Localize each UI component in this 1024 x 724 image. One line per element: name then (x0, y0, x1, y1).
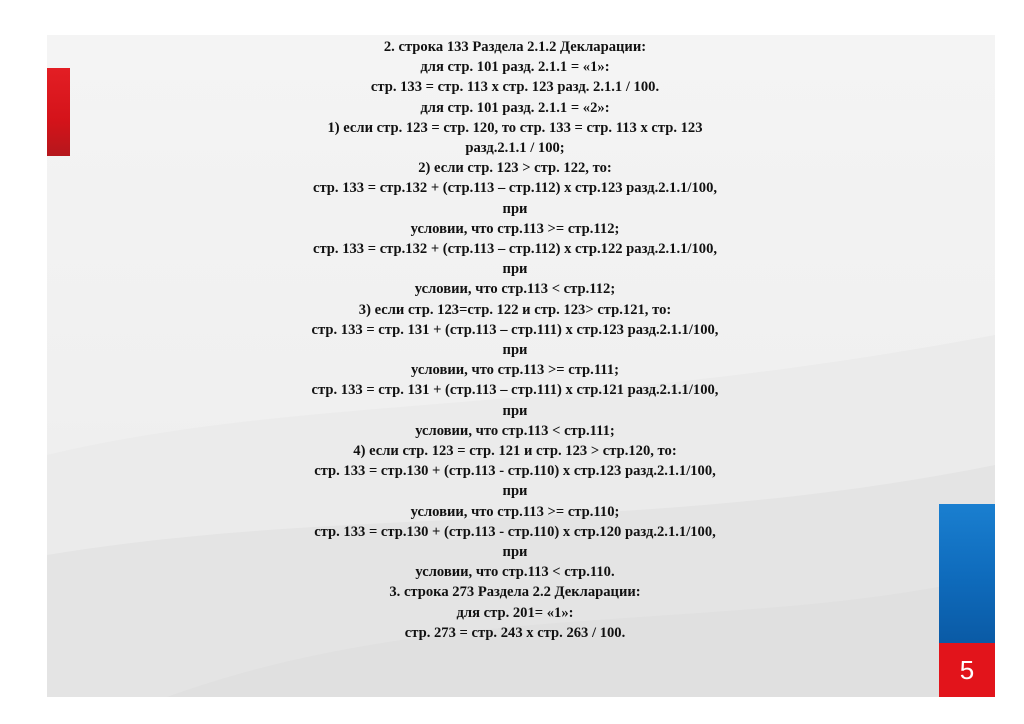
slide-text (170, 37, 860, 643)
text-line: условии, что стр.113 < стр.111; (415, 422, 615, 439)
text-line: 3) если стр. 123=стр. 122 и стр. 123> стр.121, то: (358, 301, 672, 318)
text-line: условии, что стр.113 >= стр.111; (411, 362, 619, 379)
text-line: стр. 133 = стр.132 + (стр.113 – стр.112) х стр.122 разд.2.1.1/100, (312, 241, 718, 258)
page-number: 5 (939, 643, 995, 697)
text-line: стр. 273 = стр. 243 х стр. 263 / 100. (404, 624, 626, 641)
text-line: для стр. 101 разд. 2.1.1 = «2»: (420, 99, 610, 116)
text-line: условии, что стр.113 < стр.112; (414, 281, 616, 298)
text-line: условии, что стр.113 >= стр.112; (410, 220, 620, 237)
text-line: 2) если стр. 123 > стр. 122, то: (418, 160, 612, 177)
text-line: для стр. 101 разд. 2.1.1 = «1»: (420, 59, 610, 76)
text-line: при (502, 261, 528, 278)
text-line: стр. 133 = стр.130 + (стр.113 - стр.110) х стр.123 разд.2.1.1/100, (314, 463, 716, 480)
text-line: 3. строка 273 Раздела 2.2 Декларации: (389, 584, 641, 601)
text-line: при (502, 342, 528, 359)
text-line: для стр. 201= «1»: (456, 604, 574, 621)
text-line: при (502, 402, 528, 419)
text-line: стр. 133 = стр.132 + (стр.113 – стр.112) х стр.123 разд.2.1.1/100, (312, 180, 718, 197)
text-line: при (502, 483, 528, 500)
text-line: условии, что стр.113 >= стр.110; (410, 503, 620, 520)
text-line: стр. 133 = стр. 131 + (стр.113 – стр.111) х стр.121 разд.2.1.1/100, (311, 382, 719, 399)
text-line: 1) если стр. 123 = стр. 120, то стр. 133 = стр. 113 х стр. 123 (327, 119, 703, 136)
text-line: 4) если стр. 123 = стр. 121 и стр. 123 > стр.120, то: (353, 443, 677, 460)
text-line: 2. строка 133 Раздела 2.1.2 Декларации: (383, 39, 647, 55)
text-line: стр. 133 = стр.130 + (стр.113 - стр.110) х стр.120 разд.2.1.1/100, (314, 523, 716, 540)
text-line: при (502, 544, 528, 561)
red-accent-tab (47, 68, 70, 156)
text-line: стр. 133 = стр. 113 х стр. 123 разд. 2.1.1 / 100. (370, 79, 660, 96)
blue-accent-bar (939, 504, 995, 644)
text-line: при (502, 200, 528, 217)
text-line: условии, что стр.113 < стр.110. (415, 564, 615, 581)
text-line: стр. 133 = стр. 131 + (стр.113 – стр.111) х стр.123 разд.2.1.1/100, (311, 321, 719, 338)
text-line: разд.2.1.1 / 100; (465, 140, 565, 157)
